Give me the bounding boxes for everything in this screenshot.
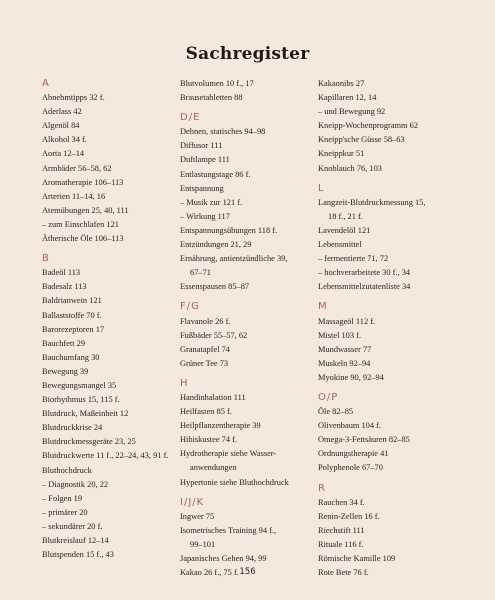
- index-entry: Aromatherapie 106–113: [42, 177, 124, 187]
- index-entry: Atemübungen 25, 40, 111: [42, 205, 129, 215]
- index-entry: Blutspenden 15 f., 43: [42, 550, 114, 560]
- index-entry: Kneipp-Wochenprogramm 62: [318, 121, 419, 131]
- index-entry-continuation: 99–101: [190, 539, 216, 549]
- index-section: [318, 176, 458, 295]
- index-entry: Rote Bete 76 f.: [318, 568, 369, 578]
- index-entry: Kneippkur 51: [318, 149, 365, 159]
- index-entry: Blutdruckwerte 11 f., 22–24, 43, 91 f.: [42, 451, 169, 461]
- index-entry: Lebensmittel: [318, 240, 362, 250]
- index-column-2: [180, 77, 320, 580]
- index-entry: Hypertonie siehe Bluthochdruck: [180, 477, 289, 487]
- index-entry: Entspannungsübungen 118 f.: [180, 225, 278, 235]
- index-entry: Bauchfett 29: [42, 338, 86, 348]
- index-entry: Badesalz 113: [42, 282, 87, 292]
- index-entry: Isometrisches Training 94 f.,: [180, 525, 277, 535]
- index-entry: Algenöl 84: [42, 121, 80, 131]
- index-entry: Bluthochdruck: [42, 465, 92, 475]
- index-entry: Massageöl 112 f.: [318, 316, 376, 326]
- index-section: [318, 385, 458, 476]
- index-entry: Baldrianwein 121: [42, 296, 102, 306]
- index-entry: – Wirkung 117: [180, 211, 230, 221]
- index-entry: Polyphenole 67–70: [318, 463, 383, 473]
- index-section: [318, 77, 458, 176]
- index-entry: Aderlass 42: [42, 107, 82, 117]
- index-entry: Kakaonibs 27: [318, 79, 365, 88]
- index-entry: Blutdruckkrise 24: [42, 423, 103, 433]
- index-entry: Dehnen, statisches 94–98: [180, 127, 266, 137]
- index-entry: Muskeln 92–94: [318, 358, 371, 368]
- index-entry: Kakao 26 f., 75 f.: [180, 568, 239, 578]
- index-entry: Ordnungstherapie 41: [318, 449, 389, 459]
- index-entry: – fermentierte 71, 72: [318, 254, 389, 264]
- index-entry: Ätherische Öle 106–113: [42, 234, 124, 244]
- index-entry: Römische Kamille 109: [318, 554, 396, 563]
- section-letter: D/E: [180, 112, 201, 124]
- index-entry: Heilpflanzentherapie 39: [180, 421, 261, 431]
- section-letter: L: [318, 182, 325, 194]
- index-entry: – Musik zur 121 f.: [180, 197, 243, 207]
- index-entry: Myokine 90, 92–94: [318, 372, 384, 382]
- index-entry: Armbäder 56–58, 62: [42, 163, 112, 173]
- index-column-3: [318, 77, 458, 580]
- index-entry: Ingwer 75: [180, 511, 215, 521]
- index-entry: Mistel 103 f.: [318, 330, 362, 340]
- index-section: [318, 476, 458, 581]
- index-section: [180, 77, 320, 105]
- index-entry: Duftlampe 111: [180, 155, 230, 165]
- index-entry: Renin-Zellen 16 f.: [318, 511, 380, 521]
- index-entry: Hibiskustee 74 f.: [180, 435, 237, 445]
- index-entry: Blutdruckmessgeräte 23, 25: [42, 437, 136, 447]
- index-entry: Bauchumfang 30: [42, 352, 100, 362]
- index-entry: – hochverarbeitete 30 f., 34: [318, 268, 411, 278]
- index-entry: Bewegung 39: [42, 366, 89, 376]
- index-column-1: [42, 77, 182, 562]
- index-entry: Badeöl 113: [42, 268, 81, 278]
- index-entry: Arterien 11–14, 16: [42, 191, 106, 201]
- index-entry: Ernährung, antientzündliche 39,: [180, 254, 288, 264]
- index-entry: Biorhythmus 15, 115 f.: [42, 395, 120, 405]
- section-letter: F/G: [180, 301, 200, 313]
- index-entry: Blutvolumen 10 f., 17: [180, 79, 254, 88]
- index-entry: Kneipp'sche Güsse 58–63: [318, 135, 405, 145]
- index-entry: Lavendelöl 121: [318, 225, 371, 235]
- index-entry: – sekundärer 20 f.: [42, 521, 103, 531]
- index-entry: Heilfasten 85 f.: [180, 407, 232, 417]
- index-entry-continuation: 67–71: [190, 268, 211, 278]
- index-entry: Fußbäder 55–57, 62: [180, 330, 248, 340]
- section-letter: M: [318, 301, 328, 313]
- index-entry: Rauchen 34 f.: [318, 497, 365, 507]
- index-entry-continuation: anwendungen: [190, 463, 237, 473]
- index-entry: Brausetabletten 88: [180, 93, 243, 103]
- index-section: [180, 294, 320, 370]
- index-section: [318, 294, 458, 385]
- index-entry: Flavanole 26 f.: [180, 316, 231, 326]
- index-entry: Essenspausen 85–87: [180, 282, 250, 292]
- section-letter: H: [180, 377, 189, 389]
- index-entry: Handinhalation 111: [180, 392, 246, 402]
- page-number: 156: [239, 567, 256, 577]
- index-entry: Entspannung: [180, 183, 224, 193]
- index-entry: Omega-3-Fettsäuren 82–85: [318, 435, 410, 445]
- index-entry: Granatapfel 74: [180, 344, 230, 354]
- index-entry: Grüner Tee 73: [180, 358, 229, 368]
- index-entry: Olivenbaum 104 f.: [318, 421, 382, 431]
- index-entry: Lebensmittelzutatenliste 34: [318, 282, 411, 292]
- index-entry: Knoblauch 76, 103: [318, 163, 382, 173]
- index-entry-continuation: 18 f., 21 f.: [328, 211, 363, 221]
- index-entry: – zum Einschlafen 121: [42, 219, 119, 229]
- index-entry: Diffusor 111: [180, 141, 223, 151]
- section-letter: I/J/K: [180, 496, 205, 508]
- index-entry: Riechstift 111: [318, 525, 365, 535]
- index-entry: Japanisches Gehen 94, 99: [180, 554, 267, 563]
- section-letter: O/P: [318, 391, 339, 403]
- index-entry: Aorta 12–14: [42, 149, 85, 159]
- index-entry: Entlastungstage 86 f.: [180, 169, 251, 179]
- index-entry: Blutkreislauf 12–14: [42, 536, 109, 545]
- index-entry: Hydrotherapie siehe Wasser-: [180, 449, 277, 459]
- section-letter: B: [42, 253, 50, 265]
- section-letter: R: [318, 482, 326, 494]
- index-entry: Rituale 116 f.: [318, 539, 364, 549]
- index-entry: Bewegungsmangel 35: [42, 380, 117, 390]
- index-entry: Öle 82–85: [318, 407, 354, 417]
- index-entry: Mundwasser 77: [318, 344, 372, 354]
- index-entry: Abnehmtipps 32 f.: [42, 93, 105, 103]
- index-section: [180, 105, 320, 294]
- index-entry: Entzündungen 21, 29: [180, 240, 252, 250]
- index-entry: – Folgen 19: [42, 493, 83, 503]
- index-entry: Kapillaren 12, 14: [318, 93, 377, 103]
- index-entry: Barorezeptoren 17: [42, 324, 105, 334]
- index-entry: Alkohol 34 f.: [42, 135, 87, 145]
- index-section: [180, 371, 320, 490]
- index-entry: – Diagnostik 20, 22: [42, 479, 109, 489]
- index-entry: Blutdruck, Maßeinheit 12: [42, 409, 129, 419]
- index-title: Sachregister: [185, 44, 310, 64]
- index-entry: Langzeit-Blutdruckmessung 15,: [318, 197, 426, 207]
- index-section: [42, 77, 182, 246]
- index-entry: – und Bewegung 92: [318, 107, 386, 117]
- index-section: [42, 246, 182, 562]
- index-entry: Ballaststoffe 70 f.: [42, 310, 102, 320]
- section-letter: A: [42, 78, 50, 89]
- index-entry: – primärer 20: [42, 507, 88, 517]
